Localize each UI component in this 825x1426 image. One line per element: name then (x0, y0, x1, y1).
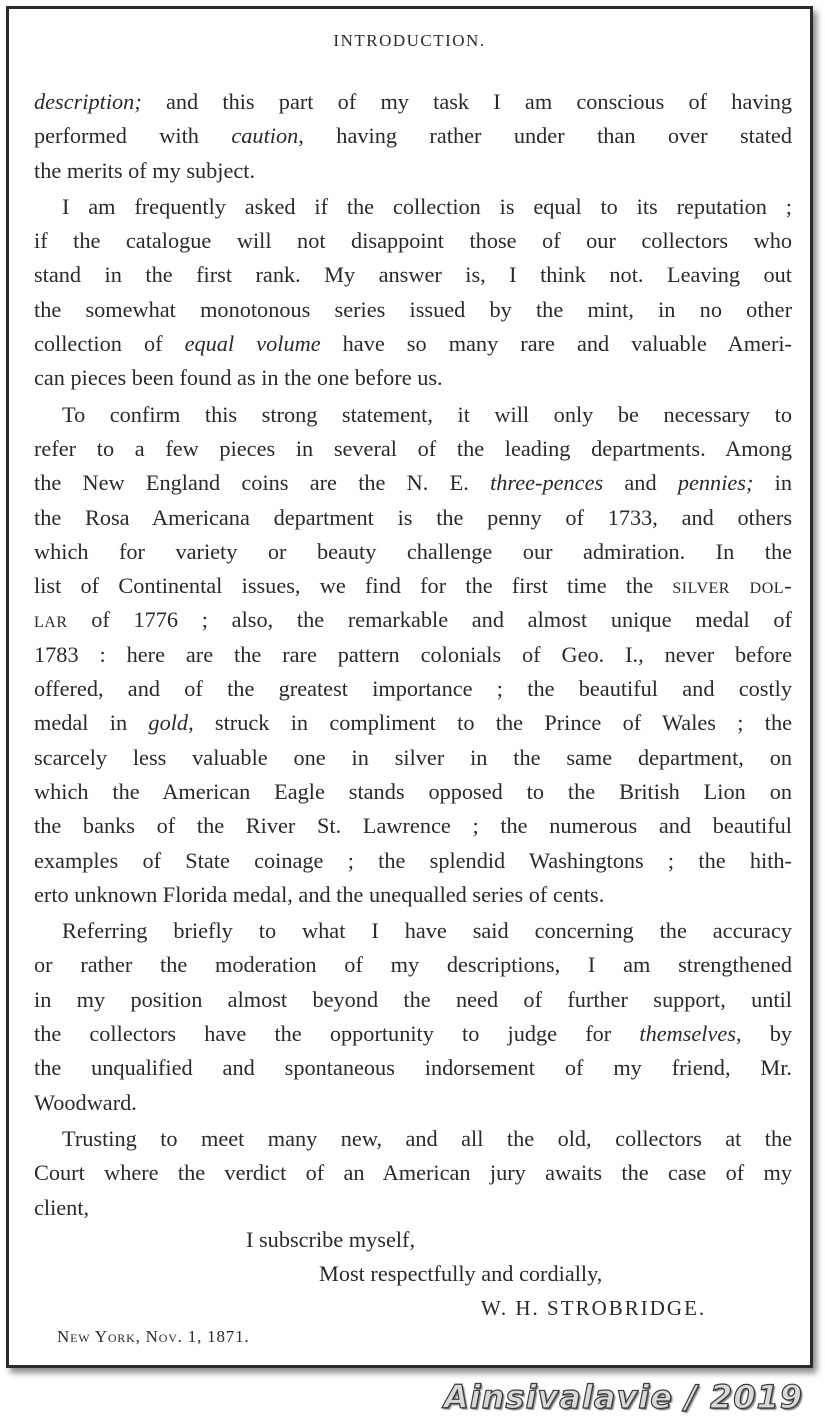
text-run: I am frequently asked if the collection is equal to its reputation ; (62, 193, 792, 219)
text-run: scarcely less valuable one in silver in the same department, on (34, 744, 792, 770)
p3-line-8 (34, 638, 792, 672)
text-run: the unqualified and spontaneous indorsement of my friend, Mr. (34, 1055, 792, 1081)
p2-line-6 (34, 361, 792, 395)
dateline: New York, Nov. 1, 1871. (57, 1327, 250, 1346)
p5-line-2 (34, 1156, 792, 1190)
text-run: client, (34, 1194, 90, 1220)
text-run: examples of State coinage ; the splendid Washingtons ; the hith- (34, 847, 792, 873)
p1-line-3 (34, 154, 792, 188)
watermark: Ainsivalavie / 2019 (443, 1378, 803, 1416)
p3-line-1 (34, 398, 792, 432)
italic-word: equal volume (184, 331, 321, 357)
p3-line-15 (34, 878, 792, 912)
text-run: and this part of my task I am conscious of having (141, 89, 792, 114)
small-caps-word: silver dol- (672, 573, 792, 599)
text-run: Trusting to meet many new, and all the old, collectors at the (62, 1125, 792, 1151)
text-run: , struck in compliment to the Prince of Wales ; the (188, 710, 792, 736)
text-run: and (603, 470, 678, 496)
p3-line-11 (34, 741, 792, 775)
text-run: performed with (34, 123, 232, 149)
p3-line-14 (34, 844, 792, 878)
text-run: Referring briefly to what I have said concerning the accuracy (62, 918, 792, 944)
page-frame (6, 6, 813, 1368)
text-run: if the catalogue will not disappoint those of our collectors who (34, 228, 792, 254)
text-run: which the American Eagle stands opposed to the British Lion on (34, 778, 792, 804)
text-run: , by (735, 1021, 792, 1047)
text-run: or rather the moderation of my descriptions, I am strengthened (34, 952, 792, 978)
p4-line-4 (34, 1017, 792, 1051)
small-caps-word: lar (34, 607, 68, 633)
signature: W. H. STROBRIDGE. (481, 1296, 707, 1320)
text-run: which for variety or beauty challenge our admiration. In the (34, 538, 792, 564)
text-run: Court where the verdict of an American jury awaits the case of my (34, 1160, 792, 1186)
p3-line-9 (34, 672, 792, 706)
text-run: Woodward. (34, 1089, 137, 1115)
p3-line-13 (34, 809, 792, 843)
text-run: in my position almost beyond the need of further support, until (34, 986, 792, 1012)
closing-line-2: Most respectfully and cordially, (319, 1261, 603, 1286)
p5-line-1 (34, 1122, 792, 1156)
closing-block (9, 1223, 810, 1325)
p3-line-10 (34, 706, 792, 740)
text-run: the merits of my subject. (34, 157, 256, 183)
p3-line-12 (34, 775, 792, 809)
italic-word: three-pences (490, 470, 604, 496)
p3-line-4 (34, 501, 792, 535)
p3-line-5 (34, 535, 792, 569)
closing-line-1: I subscribe myself, (246, 1227, 416, 1252)
p4-line-3 (34, 983, 792, 1017)
italic-word: pennies; (677, 470, 754, 496)
text-run: erto unknown Florida medal, and the unequalled series of cents. (34, 881, 605, 907)
italic-word: description; (34, 89, 142, 114)
p2-line-4 (34, 293, 792, 327)
text-run: in (753, 470, 793, 496)
p1-line-2 (34, 119, 792, 153)
p2-line-3 (34, 258, 792, 292)
text-run: 1783 : here are the rare pattern colonials of Geo. I., never before (34, 641, 792, 667)
text-run: the Rosa Americana department is the penny of 1733, and others (34, 504, 792, 530)
p4-line-2 (34, 948, 792, 982)
p4-line-1 (34, 914, 792, 948)
text-run: can pieces been found as in the one before us. (34, 365, 443, 391)
p4-line-5 (34, 1051, 792, 1085)
text-run: list of Continental issues, we find for the first time the (34, 573, 673, 599)
text-run: collection of (34, 331, 185, 357)
text-run: stand in the first rank. My answer is, I think not. Leaving out (34, 262, 792, 288)
italic-word: themselves (639, 1021, 736, 1047)
p5-line-3 (34, 1191, 792, 1225)
text-run: To confirm this strong statement, it will only be necessary to (62, 401, 792, 427)
italic-word: gold (148, 710, 189, 736)
p2-line-2 (34, 224, 792, 258)
p3-line-2 (34, 432, 792, 466)
italic-word: caution (231, 123, 299, 149)
p2-line-5 (34, 327, 792, 361)
text-run: the New England coins are the N. E. (34, 470, 491, 496)
p1-line-1 (34, 85, 792, 119)
body-text (34, 85, 792, 1225)
text-run: the banks of the River St. Lawrence ; the numerous and beautiful (34, 813, 792, 839)
text-run: have so many rare and valuable Ameri- (320, 331, 792, 357)
p3-line-3 (34, 466, 792, 500)
text-run: of 1776 ; also, the remarkable and almost unique medal of (67, 607, 792, 633)
text-run: refer to a few pieces in several of the leading departments. Among (34, 435, 792, 461)
text-run: the somewhat monotonous series issued by the mint, in no other (34, 296, 792, 322)
p3-line-7 (34, 603, 792, 637)
p3-line-6 (34, 569, 792, 603)
page-title: INTRODUCTION. (333, 31, 486, 50)
p2-line-1 (34, 190, 792, 224)
text-run: , having rather under than over stated (298, 123, 792, 149)
text-run: medal in (34, 710, 149, 736)
p4-line-6 (34, 1086, 792, 1120)
text-run: offered, and of the greatest importance ; the beautiful and costly (34, 676, 792, 702)
text-run: the collectors have the opportunity to judge for (34, 1021, 640, 1047)
